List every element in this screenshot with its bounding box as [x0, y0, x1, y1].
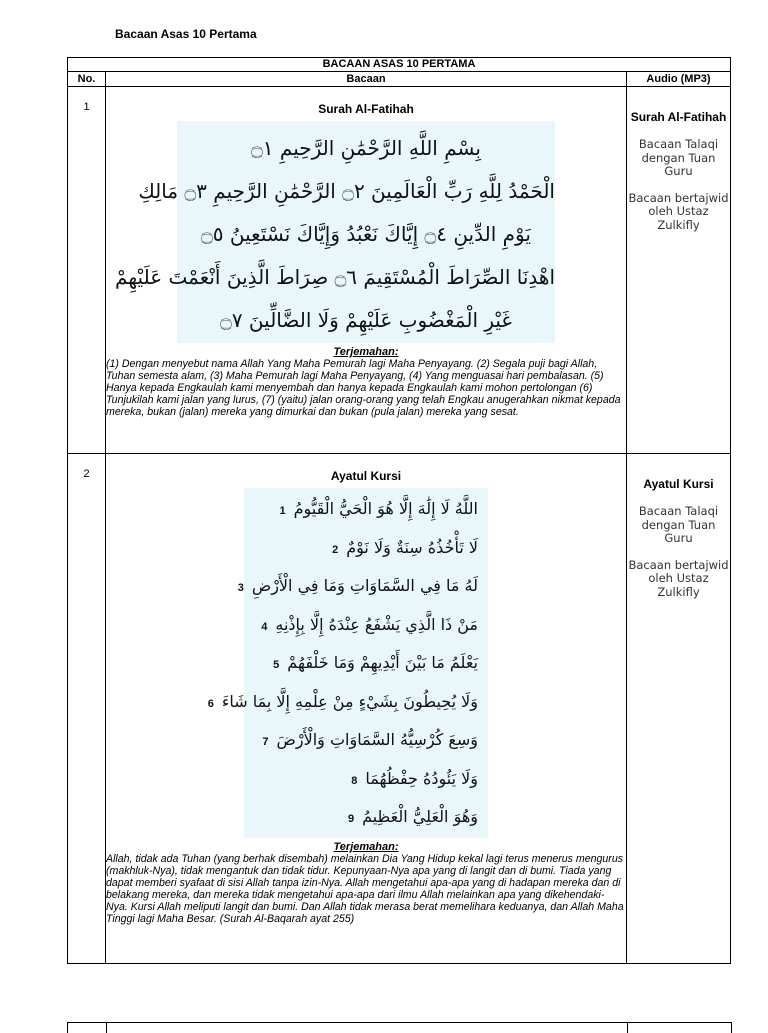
arabic-line: وَسِعَ كُرْسِيُّهُ السَّمَاوَاتِ وَالْأَرْضَ7 [262, 730, 478, 749]
terjemahan-text: Allah, tidak ada Tuhan (yang berhak disembah) melainkan Dia Yang Hidup kekal lagi terus menerus mengurus (makhluk-Nya), tidak mengantuk dan tidak tidur. Kepunyaan-Nya apa yang di langit dan di bumi. Tiada yang dapat memberi syafaat di sisi Allah tanpa izin-Nya. Allah mengetahui apa-apa yang di hadapan mereka dan di belakang mereka, dan mereka tidak mengetahui apa-apa dari ilmu Allah melainkan apa yang dikehendaki-Nya. Kursi Allah meliputi langit dan bumi. Dan Allah tidak merasa berat memelihara keduanya, dan Allah Maha Tinggi lagi Maha Besar. (Surah Al-Baqarah ayat 255) [106, 853, 624, 926]
terjemahan-label: Terjemahan: [333, 346, 399, 358]
bacaan-cell [106, 87, 627, 454]
audio-link-bertajwid[interactable]: Bacaan bertajwid oleh Ustaz Zulkifly [628, 557, 729, 599]
bacaan-table [67, 57, 731, 964]
surah-title: Ayatul Kursi [330, 469, 402, 483]
table-row [68, 454, 731, 964]
terjemahan-label: Terjemahan: [333, 841, 399, 853]
table-title: BACAAN ASAS 10 PERTAMA [68, 58, 731, 72]
arabic-line: غَيْرِ الْمَغْضُوبِ عَلَيْهِمْ وَلَا الضَّالِّينَ ۝٧ [220, 308, 512, 332]
audio-link-talaqi[interactable]: Bacaan Talaqi dengan Tuan Guru [638, 137, 719, 178]
audio-cell [627, 454, 731, 964]
arabic-line: مَنْ ذَا الَّذِي يَشْفَعُ عِنْدَهُ إِلَّا بِإِذْنِهِ4 [261, 614, 478, 634]
arabic-line: لَا تَأْخُذُهُ سِنَةٌ وَلَا نَوْمٌ2 [332, 537, 478, 557]
arabic-line: وَلَا يَئُودُهُ حِفْظُهُمَا8 [351, 768, 478, 788]
arabic-text-image [115, 121, 555, 343]
arabic-line: الْحَمْدُ لِلَّهِ رَبِّ الْعَالَمِينَ ۝٢ الرَّحْمَٰنِ الرَّحِيمِ ۝٣ مَالِكِ [138, 179, 555, 203]
arabic-line: بِسْمِ اللَّهِ الرَّحْمَٰنِ الرَّحِيمِ ۝١ [251, 136, 481, 160]
header-audio: Audio (MP3) [627, 72, 731, 87]
row-number: 2 [68, 454, 106, 964]
arabic-line: يَوْمِ الدِّينِ ۝٤ إِيَّاكَ نَعْبُدُ وَإِيَّاكَ نَسْتَعِينُ ۝٥ [201, 222, 531, 246]
surah-title: Surah Al-Fatihah [318, 102, 414, 116]
divider [106, 1023, 107, 1033]
arabic-line: وَلَا يُحِيطُونَ بِشَيْءٍ مِنْ عِلْمِهِ إِلَّا بِمَا شَاءَ6 [207, 691, 478, 711]
audio-title: Ayatul Kursi [643, 477, 714, 491]
arabic-line: اهْدِنَا الصِّرَاطَ الْمُسْتَقِيمَ ۝٦ صِرَاطَ الَّذِينَ أَنْعَمْتَ عَلَيْهِمْ [115, 265, 555, 289]
terjemahan-text: (1) Dengan menyebut nama Allah Yang Maha Pemurah lagi Maha Penyayang. (2) Segala puji bagi Allah, Tuhan semesta alam, (3) Maha Pemurah lagi Maha Penyayang, (4) Yang menguasai hari pembalasan. (5) Hanya kepada Engkaulah kami menyembah dan hanya kepada Engkaulah kami mohon pertolongan (6) Tunjukilah kami jalan yang lurus, (7) (yaitu) jalan orang-orang yang telah Engkau anugerahkan nikmat kepada mereka, bukan (jalan) mereka yang dimurkai dan bukan (pula jalan) mereka yang sesat. [106, 358, 621, 419]
bacaan-cell [106, 454, 627, 964]
arabic-line: وَهُوَ الْعَلِيُّ الْعَظِيمُ9 [347, 807, 478, 826]
audio-link-bertajwid[interactable]: Bacaan bertajwid oleh Ustaz Zulkifly [628, 190, 729, 232]
header-no: No. [68, 72, 106, 87]
audio-cell [627, 87, 731, 454]
arabic-line: يَعْلَمُ مَا بَيْنَ أَيْدِيهِمْ وَمَا خَلْفَهُمْ5 [273, 653, 478, 672]
next-page-table-edge [67, 1022, 732, 1033]
header-bacaan: Bacaan [106, 72, 627, 87]
audio-title: Surah Al-Fatihah [630, 110, 727, 124]
arabic-line: لَهُ مَا فِي السَّمَاوَاتِ وَمَا فِي الْأَرْضِ3 [237, 576, 478, 595]
page-heading: Bacaan Asas 10 Pertama [115, 27, 257, 41]
table-row [68, 87, 731, 454]
divider [627, 1023, 628, 1033]
row-number: 1 [68, 87, 106, 454]
arabic-line: اللَّهُ لَا إِلَٰهَ إِلَّا هُوَ الْحَيُّ الْقَيُّومُ1 [279, 499, 478, 518]
arabic-text-image [207, 488, 488, 838]
audio-link-talaqi[interactable]: Bacaan Talaqi dengan Tuan Guru [638, 504, 719, 545]
